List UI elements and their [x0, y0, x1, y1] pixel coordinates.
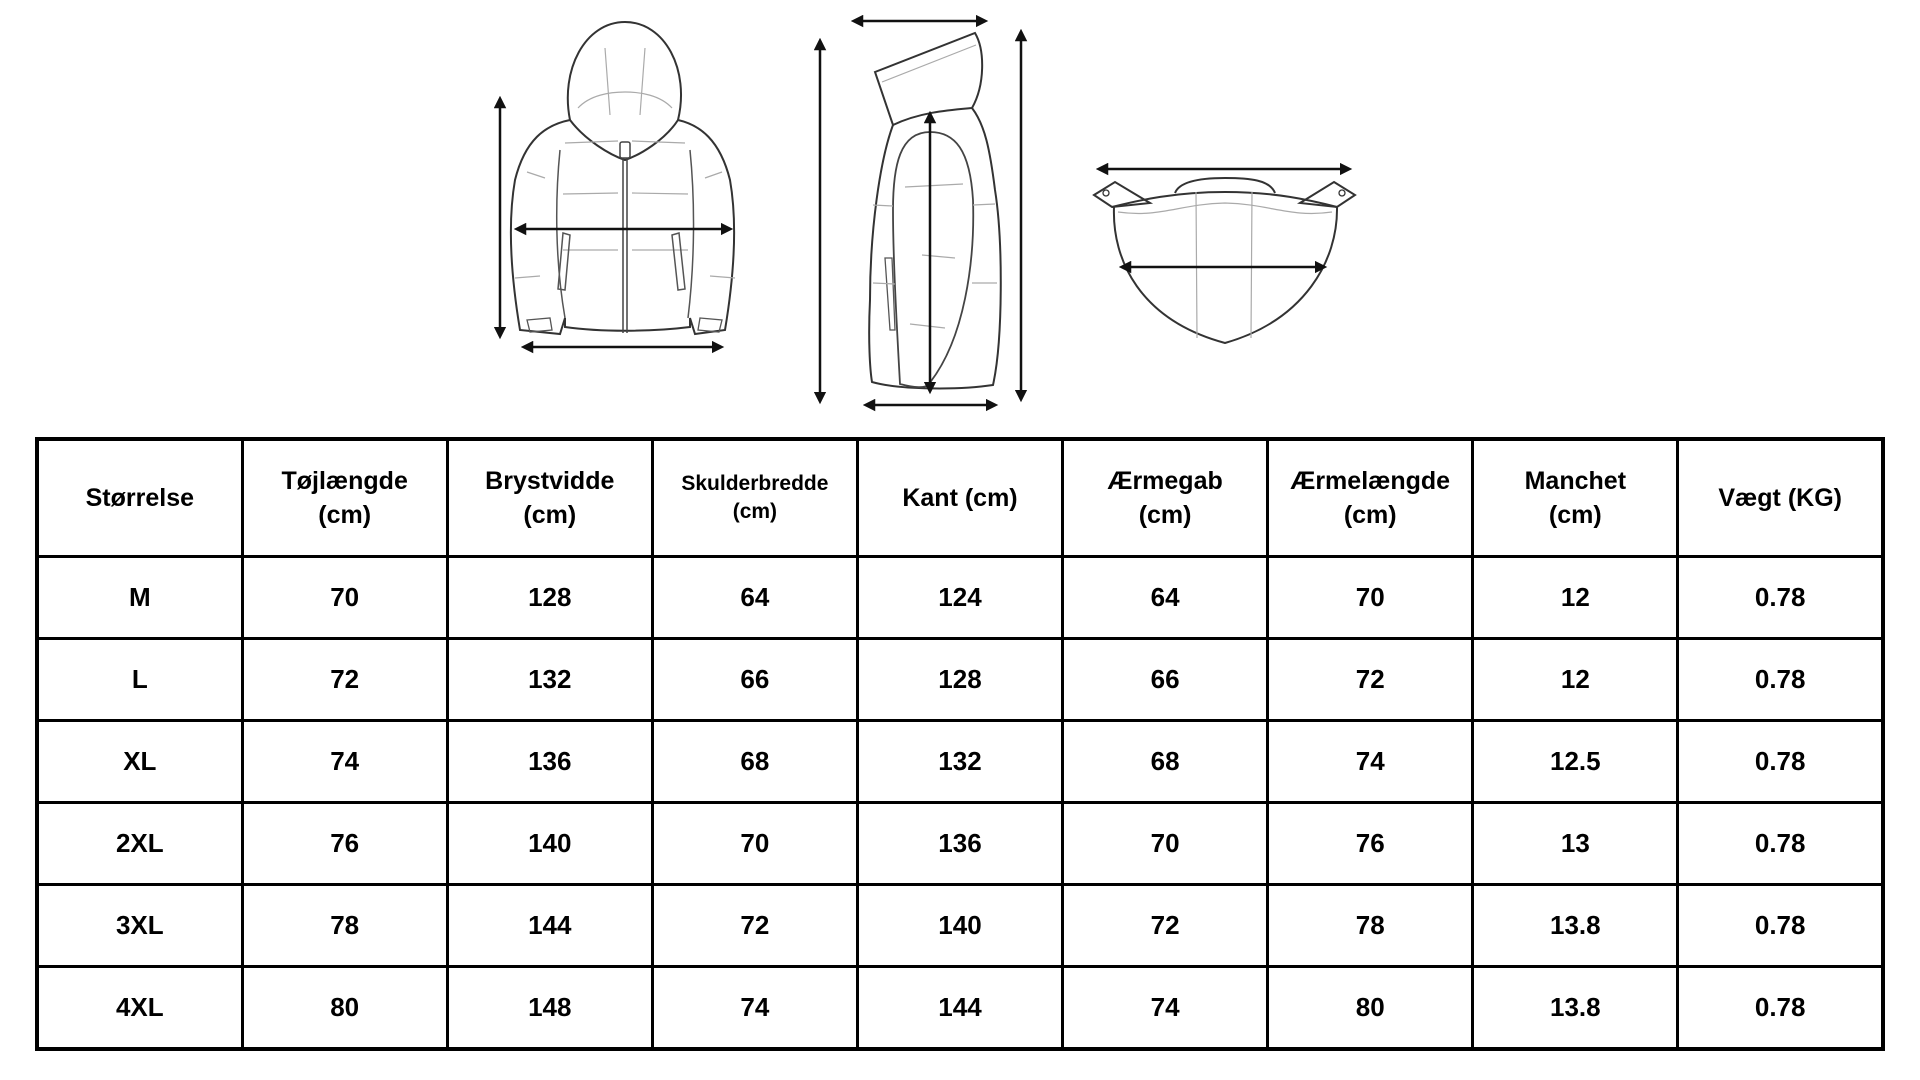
cell-chest-width: 136: [447, 721, 652, 803]
cell-sleeve-length: 70: [1268, 557, 1473, 639]
cell-cuff: 13: [1473, 803, 1678, 885]
cell-chest-width: 128: [447, 557, 652, 639]
cell-cuff: 12: [1473, 557, 1678, 639]
cell-chest-width: 132: [447, 639, 652, 721]
cell-sleeve-opening: 70: [1063, 803, 1268, 885]
table-row: [37, 721, 1883, 803]
cell-size: 3XL: [37, 885, 242, 967]
size-chart-table: [35, 437, 1885, 1051]
cell-shoulder-width: 64: [652, 557, 857, 639]
hood-view-arrows: [1102, 169, 1346, 267]
cell-hem: 124: [857, 557, 1062, 639]
cell-garment-length: 76: [242, 803, 447, 885]
cell-size: XL: [37, 721, 242, 803]
table-row: [37, 803, 1883, 885]
cell-hem: 136: [857, 803, 1062, 885]
cell-sleeve-opening: 68: [1063, 721, 1268, 803]
cell-sleeve-opening: 72: [1063, 885, 1268, 967]
cell-hem: 132: [857, 721, 1062, 803]
cell-cuff: 13.8: [1473, 967, 1678, 1050]
header-sleeve-opening: Ærmegab (cm): [1063, 439, 1268, 557]
cell-sleeve-length: 78: [1268, 885, 1473, 967]
header-cuff: Manchet (cm): [1473, 439, 1678, 557]
front-view-jacket: [511, 22, 735, 334]
header-sleeve-length: Ærmelængde (cm): [1268, 439, 1473, 557]
cell-size: 2XL: [37, 803, 242, 885]
cell-garment-length: 74: [242, 721, 447, 803]
header-weight: Vægt (KG): [1678, 439, 1883, 557]
cell-sleeve-opening: 66: [1063, 639, 1268, 721]
cell-hem: 144: [857, 967, 1062, 1050]
header-hem: Kant (cm): [857, 439, 1062, 557]
cell-weight: 0.78: [1678, 967, 1883, 1050]
cell-sleeve-opening: 74: [1063, 967, 1268, 1050]
cell-shoulder-width: 66: [652, 639, 857, 721]
side-view-arrows: [820, 21, 1021, 405]
table-row: [37, 639, 1883, 721]
side-view-jacket: [869, 33, 1001, 388]
cell-weight: 0.78: [1678, 557, 1883, 639]
cell-shoulder-width: 68: [652, 721, 857, 803]
header-chest-width: Brystvidde (cm): [447, 439, 652, 557]
header-row: [37, 439, 1883, 557]
cell-sleeve-length: 72: [1268, 639, 1473, 721]
cell-weight: 0.78: [1678, 885, 1883, 967]
cell-size: M: [37, 557, 242, 639]
header-shoulder-width: Skulderbredde (cm): [652, 439, 857, 557]
cell-chest-width: 144: [447, 885, 652, 967]
cell-weight: 0.78: [1678, 639, 1883, 721]
cell-hem: 140: [857, 885, 1062, 967]
cell-sleeve-length: 76: [1268, 803, 1473, 885]
cell-weight: 0.78: [1678, 803, 1883, 885]
cell-size: 4XL: [37, 967, 242, 1050]
header-garment-length: Tøjlængde (cm): [242, 439, 447, 557]
cell-sleeve-length: 80: [1268, 967, 1473, 1050]
cell-sleeve-length: 74: [1268, 721, 1473, 803]
table-row: [37, 885, 1883, 967]
cell-size: L: [37, 639, 242, 721]
cell-cuff: 13.8: [1473, 885, 1678, 967]
cell-garment-length: 70: [242, 557, 447, 639]
cell-chest-width: 140: [447, 803, 652, 885]
jacket-drawings-svg: [0, 0, 1920, 430]
cell-sleeve-opening: 64: [1063, 557, 1268, 639]
cell-cuff: 12.5: [1473, 721, 1678, 803]
cell-weight: 0.78: [1678, 721, 1883, 803]
cell-shoulder-width: 74: [652, 967, 857, 1050]
cell-shoulder-width: 72: [652, 885, 857, 967]
cell-hem: 128: [857, 639, 1062, 721]
cell-garment-length: 78: [242, 885, 447, 967]
hood-view-jacket: [1094, 178, 1355, 343]
table-row: [37, 967, 1883, 1050]
cell-garment-length: 72: [242, 639, 447, 721]
header-size: Størrelse: [37, 439, 242, 557]
cell-garment-length: 80: [242, 967, 447, 1050]
cell-chest-width: 148: [447, 967, 652, 1050]
table-row: [37, 557, 1883, 639]
jacket-measurement-diagrams: [0, 0, 1920, 430]
cell-cuff: 12: [1473, 639, 1678, 721]
cell-shoulder-width: 70: [652, 803, 857, 885]
